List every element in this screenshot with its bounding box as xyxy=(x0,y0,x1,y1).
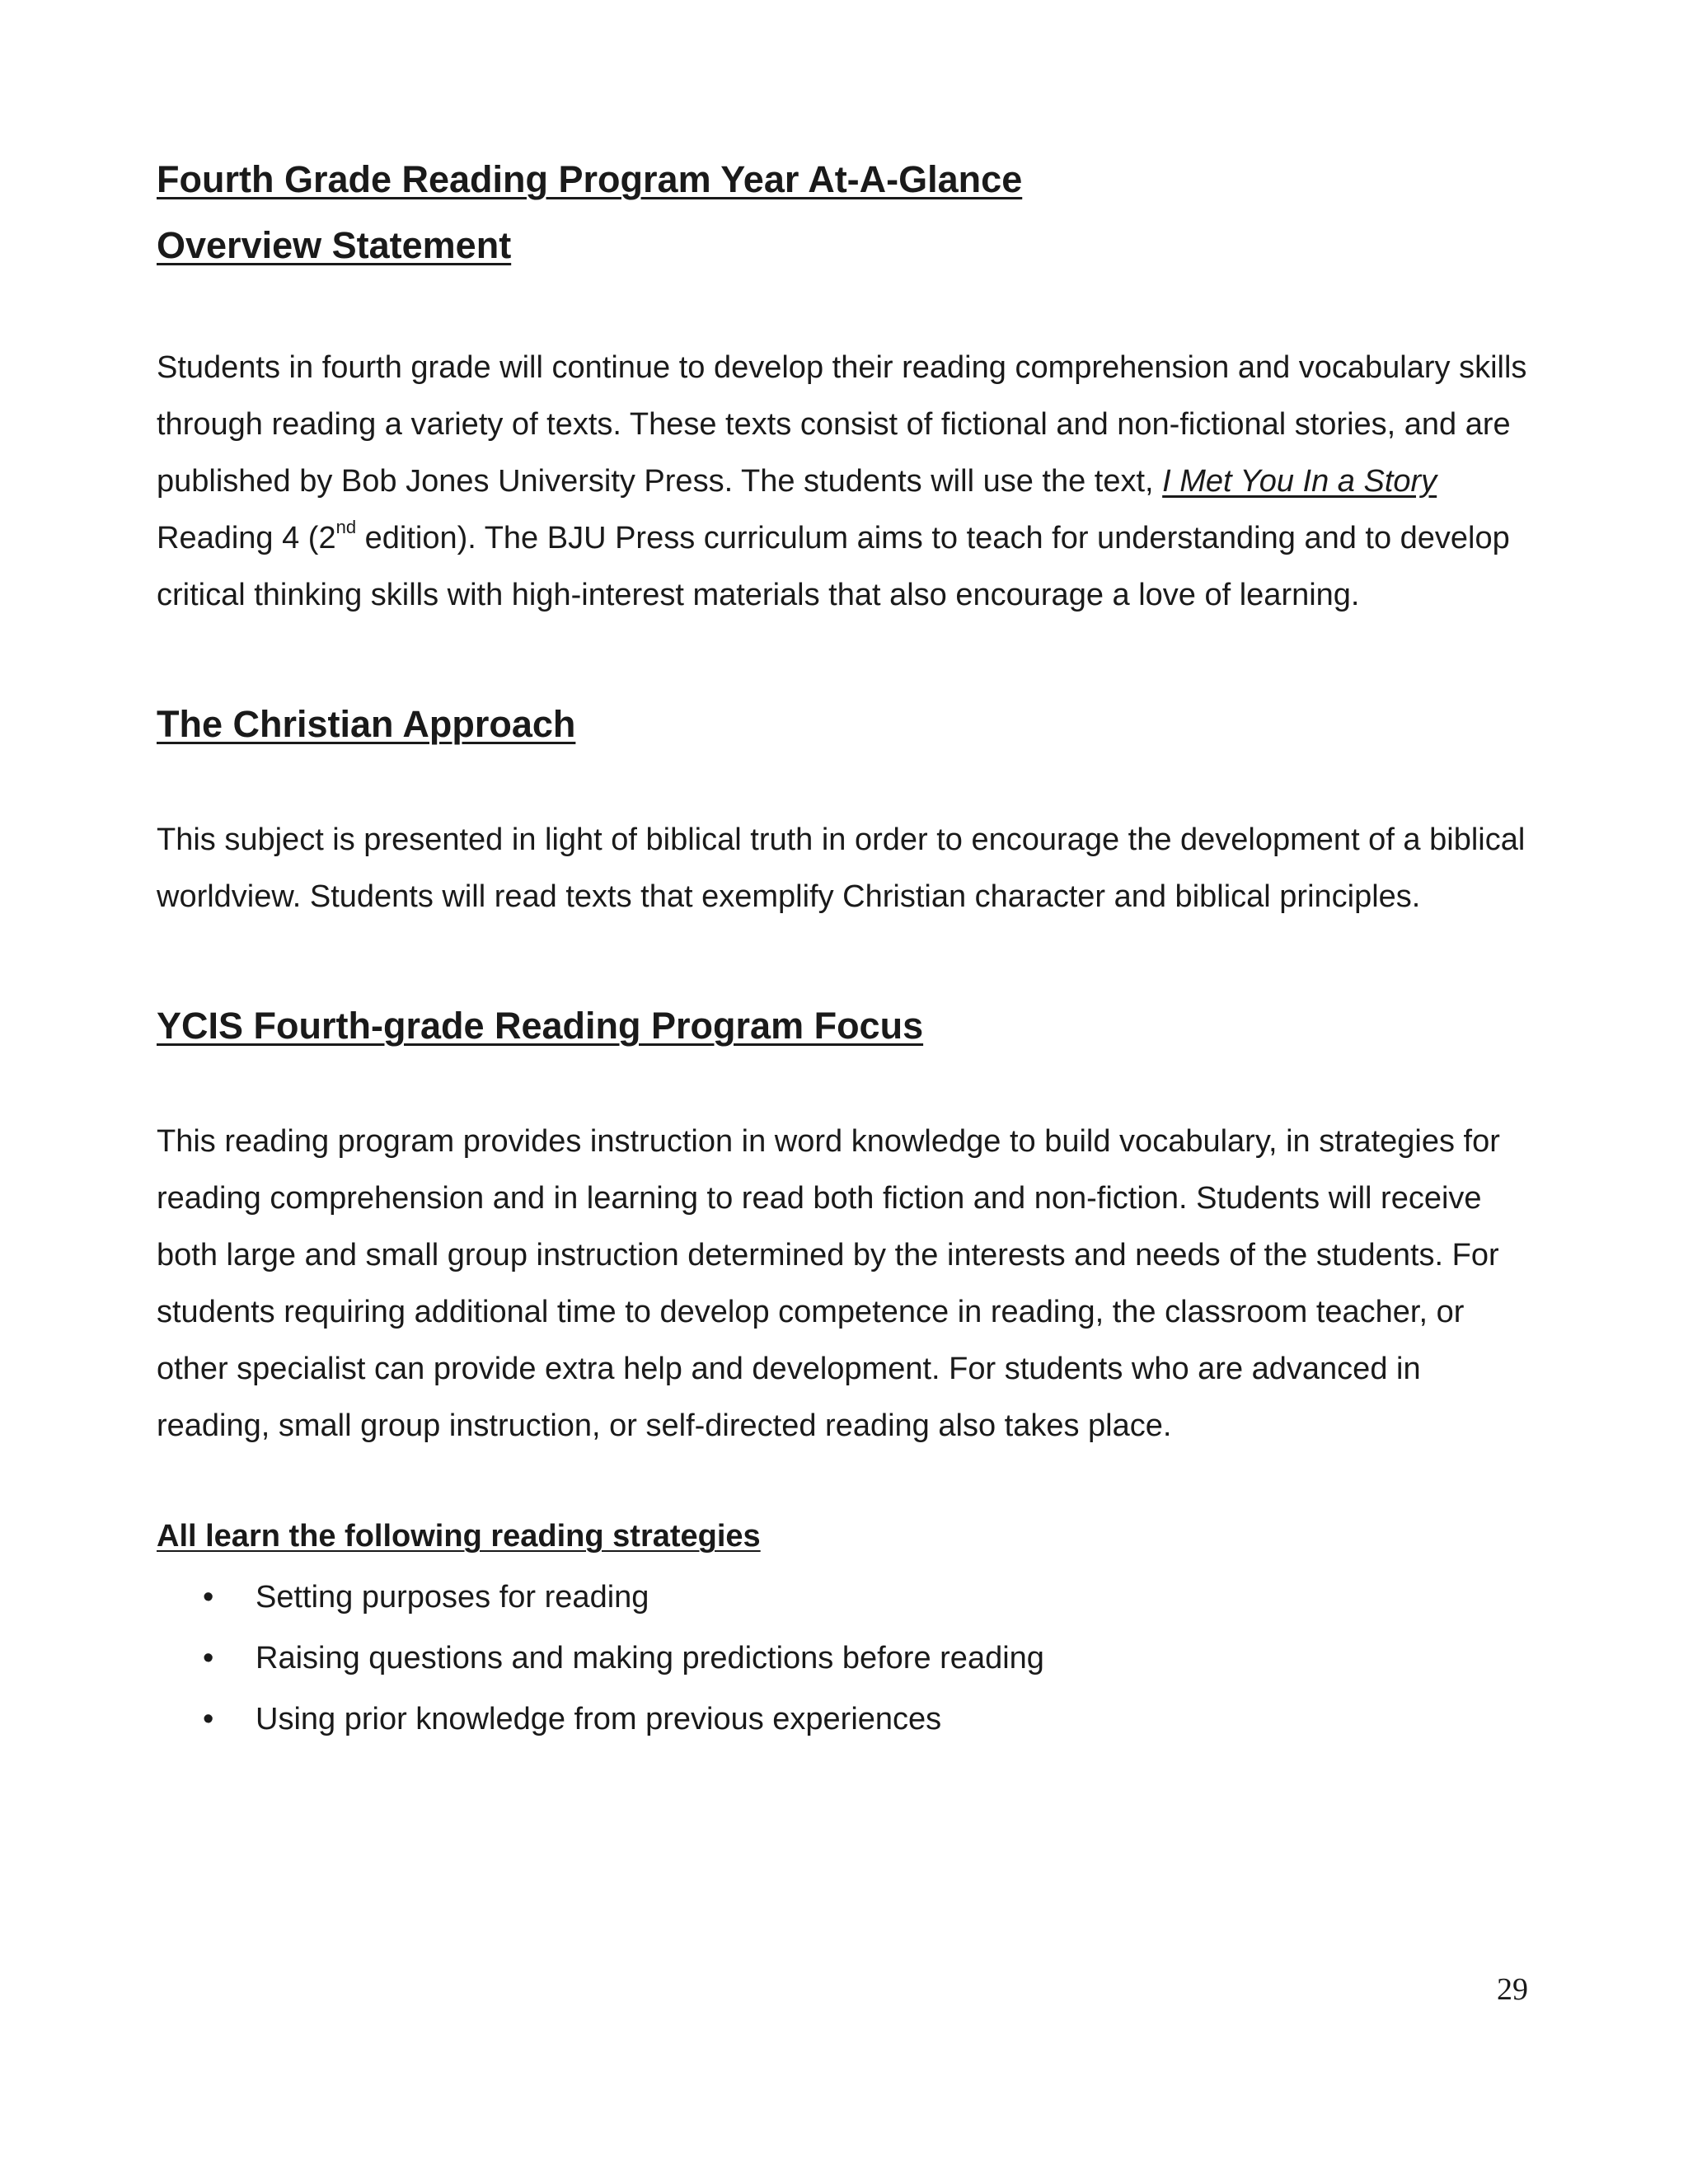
list-item xyxy=(157,1567,1541,1628)
page-content xyxy=(157,147,1541,1750)
christian-approach-paragraph: This subject is presented in light of biblical truth in order to encourage the development of a biblical worldview. Students will read texts that exemplify Christian character and biblical principles. xyxy=(157,823,1526,914)
strategies-heading: All learn the following reading strategies xyxy=(157,1519,761,1554)
list-item xyxy=(157,1628,1541,1689)
overview-heading: Overview Statement xyxy=(157,224,512,266)
overview-text-2: Reading 4 (2 xyxy=(157,521,336,555)
strategies-list xyxy=(157,1567,1541,1750)
overview-text-3: edition). The BJU Press curriculum aims to teach for understanding and to develop critical thinking skills with high-interest materials that also encourage a love of learning. xyxy=(157,521,1510,612)
main-heading: Fourth Grade Reading Program Year At-A-Glance xyxy=(157,158,1023,200)
bullet-icon: • xyxy=(203,1702,214,1736)
bullet-icon: • xyxy=(203,1580,214,1615)
bullet-icon: • xyxy=(203,1641,214,1675)
program-focus-paragraph: This reading program provides instruction in word knowledge to build vocabulary, in strategies for reading comprehension and in learning to read both fiction and non-fiction. Students will receive both large and small group instruction determined by the interests and needs of the students. For students requiring additional time to develop competence in reading, the classroom teacher, or other specialist can provide extra help and development. For students who are advanced in reading, small group instruction, or self-directed reading also takes place. xyxy=(157,1124,1500,1443)
overview-text-1: Students in fourth grade will continue to develop their reading comprehension and vocabulary skills through reading a variety of texts. These texts consist of fictional and non-fictional stories, and are published by Bob Jones University Press. The students will use the text, xyxy=(157,350,1527,499)
list-item-text: Using prior knowledge from previous experiences xyxy=(256,1702,942,1736)
edition-superscript: nd xyxy=(335,517,357,538)
christian-approach-heading: The Christian Approach xyxy=(157,703,576,745)
program-focus-heading: YCIS Fourth-grade Reading Program Focus xyxy=(157,1005,924,1047)
list-item-text: Setting purposes for reading xyxy=(256,1580,649,1615)
page-number: 29 xyxy=(1497,1972,1528,2007)
list-item xyxy=(157,1689,1541,1750)
list-item-text: Raising questions and making predictions before reading xyxy=(256,1641,1044,1675)
overview-paragraph xyxy=(157,340,1541,624)
book-title: I Met You In a Story xyxy=(1162,464,1437,499)
